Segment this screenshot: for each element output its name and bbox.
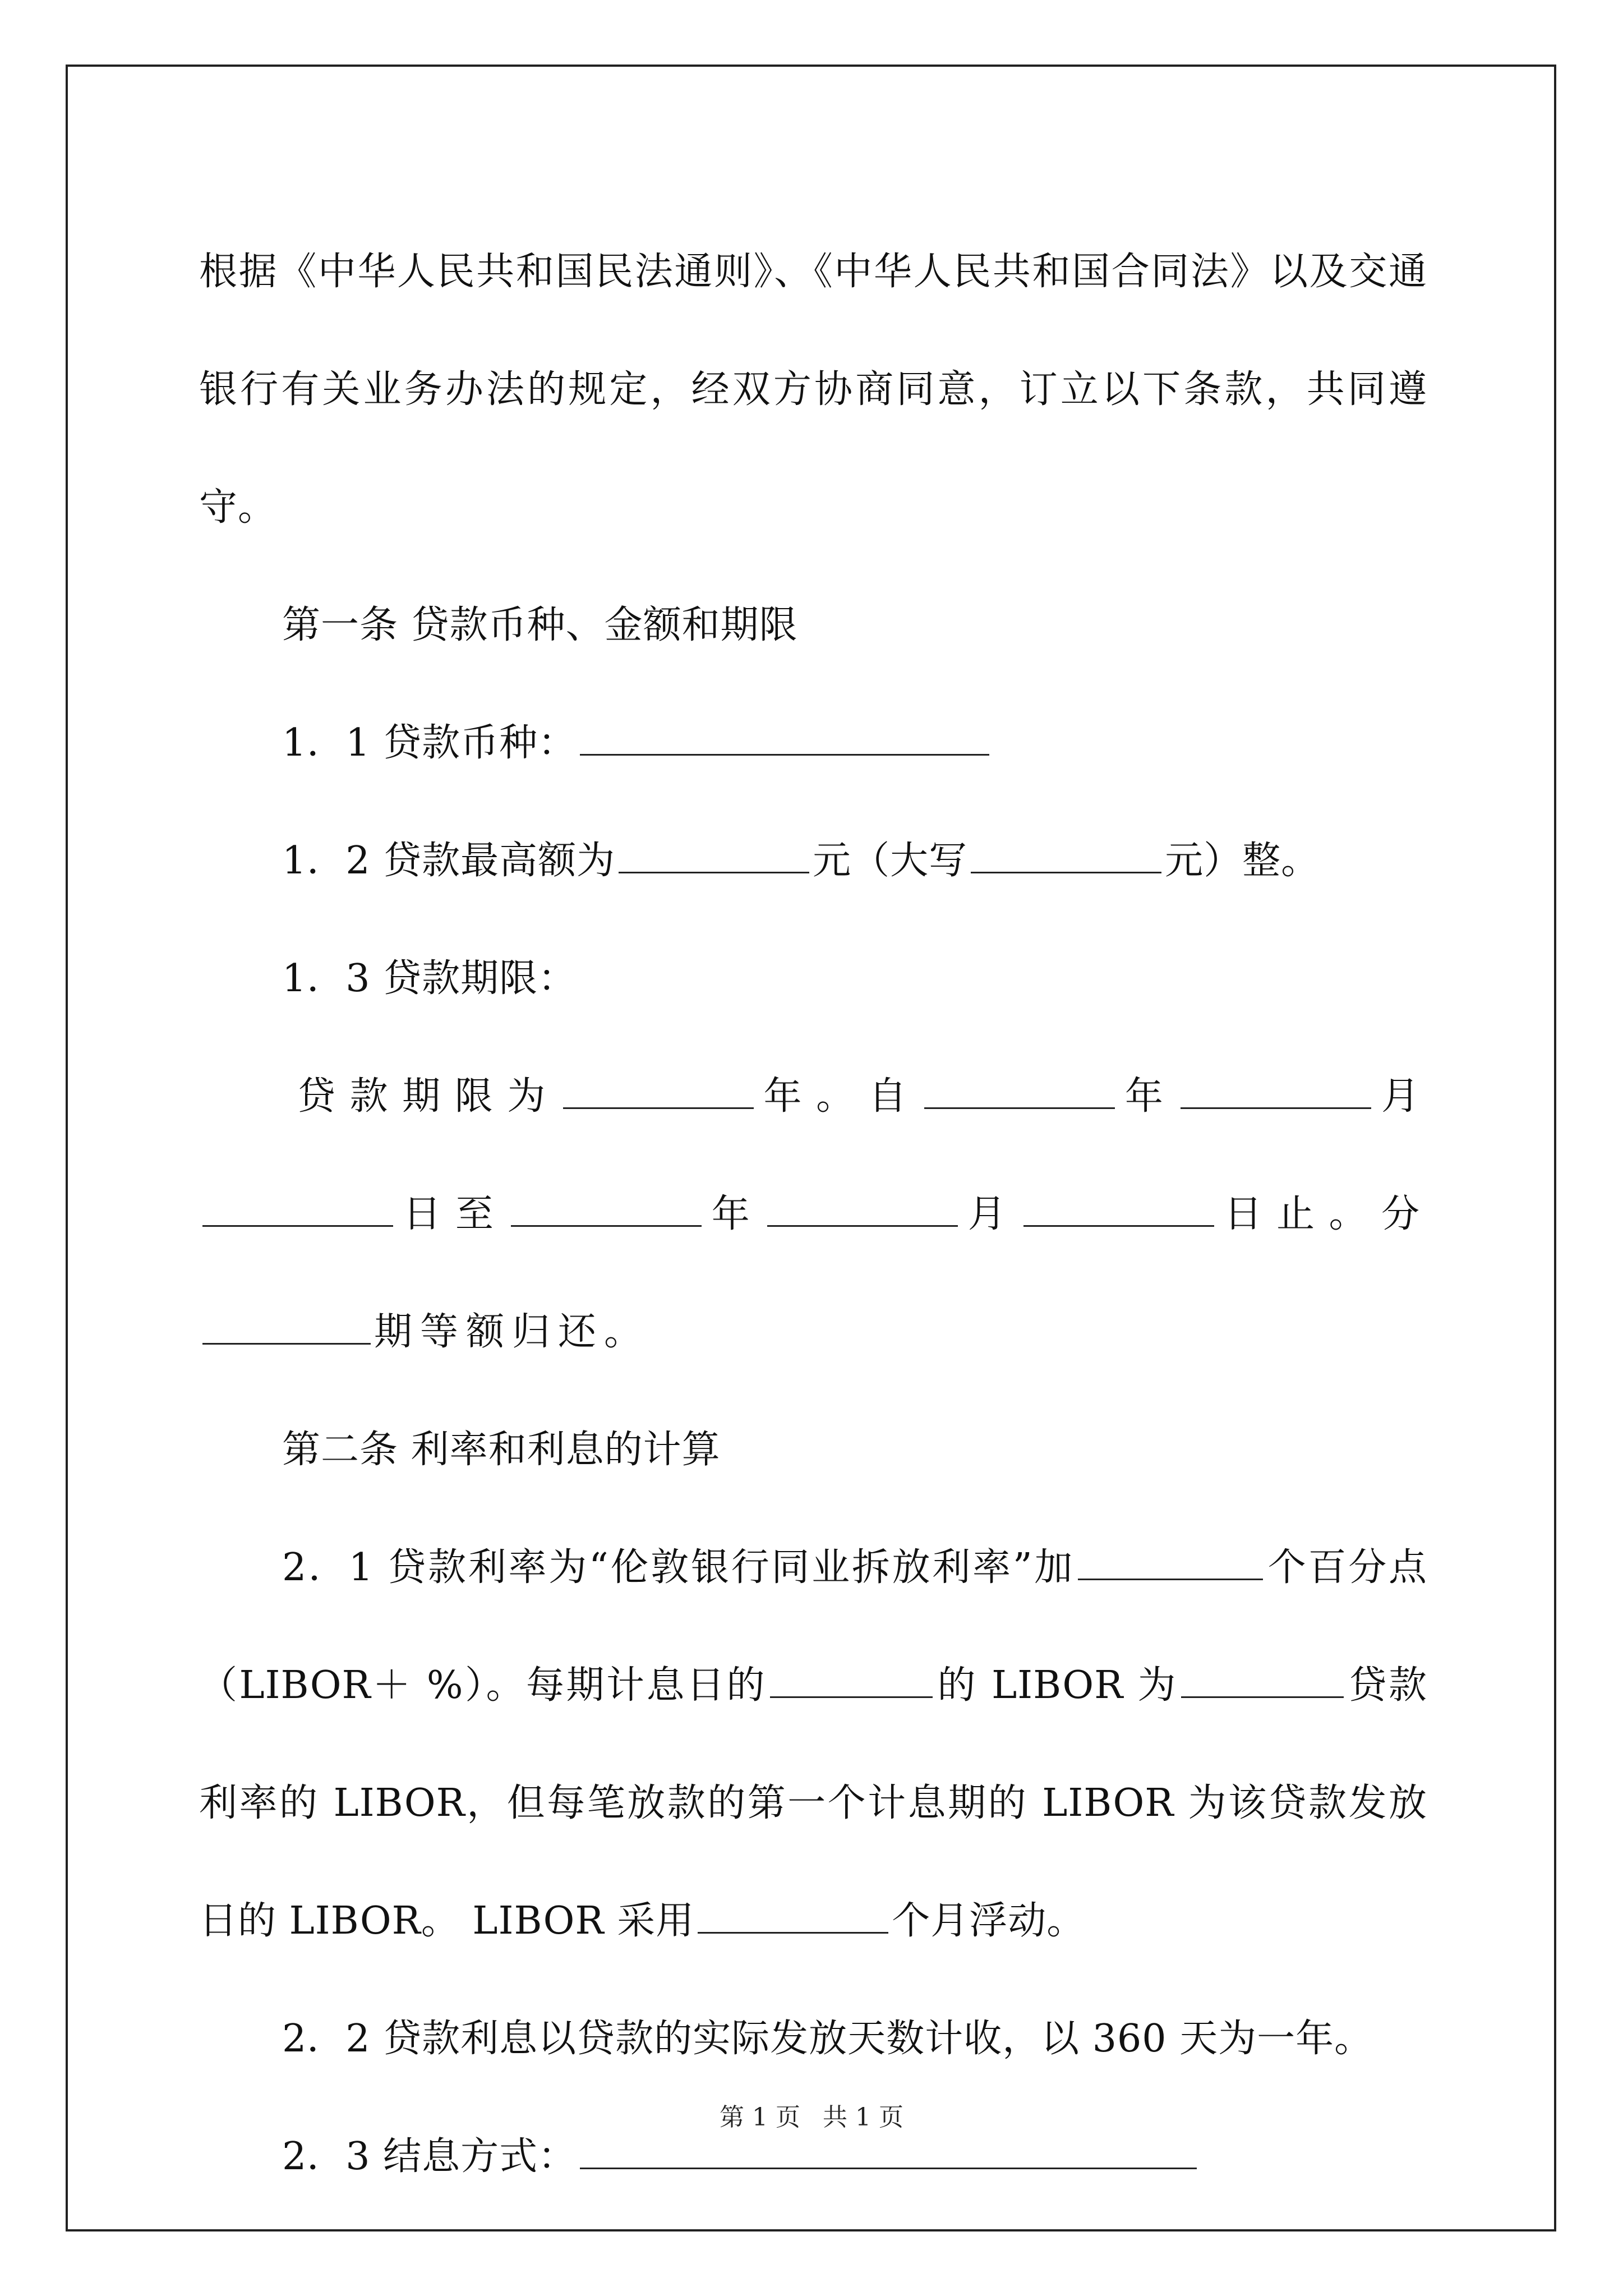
libor-months-blank[interactable]: [698, 1899, 888, 1934]
term-text-b: 年。自: [757, 1074, 921, 1119]
section-2-1-text-c: 的 LIBOR 为: [936, 1663, 1178, 1708]
end-month-blank[interactable]: [767, 1193, 958, 1227]
start-month-blank[interactable]: [1181, 1075, 1371, 1109]
percentage-points-blank[interactable]: [1078, 1546, 1263, 1580]
start-year-blank[interactable]: [924, 1075, 1115, 1109]
article-1-title: 第一条 贷款币种、金额和期限: [282, 603, 798, 647]
page-number-current: 第 1 页: [720, 2103, 800, 2132]
installments-blank[interactable]: [202, 1310, 371, 1345]
section-2-1-text-d: 贷款利率的 LIBOR，但每笔放款的第一个计息期的 LIBOR 为该贷款发放日的 LIBOR。 LIBOR 采用: [199, 1663, 1427, 1943]
section-1-1: [199, 684, 1427, 802]
term-text-e: 日至: [396, 1192, 508, 1236]
term-text-g: 月: [961, 1192, 1021, 1236]
interest-date-blank[interactable]: [770, 1664, 933, 1698]
intro-paragraph: 根据《中华人民共和国民法通则》、《中华人民共和国合同法》以及交通银行有关业务办法的规定，经双方协商同意，订立以下条款，共同遵守。: [199, 250, 1427, 530]
section-2-1: [199, 1509, 1427, 1980]
page-number-total: 共 1 页: [823, 2103, 903, 2132]
term-text-c: 年: [1118, 1074, 1178, 1119]
section-1-2-text-c: 元）整。: [1165, 839, 1320, 883]
libor-period-blank[interactable]: [1181, 1664, 1344, 1698]
max-amount-blank[interactable]: [619, 839, 809, 873]
settlement-method-blank[interactable]: [580, 2135, 1197, 2169]
start-day-blank[interactable]: [202, 1193, 393, 1227]
term-text-d: 月: [1375, 1074, 1427, 1119]
section-2-1-text-a: 2．1 贷款利率为“伦敦银行同业拆放利率”加: [282, 1545, 1075, 1590]
section-1-1-label: 1．1 贷款币种：: [282, 721, 577, 765]
end-year-blank[interactable]: [511, 1193, 702, 1227]
max-amount-uppercase-blank[interactable]: [971, 839, 1161, 873]
page-footer: [0, 2101, 1623, 2134]
section-1-2-text-a: 1．2 贷款最高额为: [282, 839, 616, 883]
term-text-f: 年: [705, 1192, 764, 1236]
term-text-h: 日止。分: [1218, 1192, 1427, 1236]
section-1-2: [199, 802, 1427, 920]
loan-term-paragraph: [199, 1038, 1427, 1391]
term-text-i: 期等额归还。: [374, 1310, 651, 1354]
document-body: [199, 213, 1427, 2216]
section-1-3: 1．3 贷款期限：: [282, 956, 577, 1001]
section-2-2: 2．2 贷款利息以贷款的实际发放天数计收，以 360 天为一年。: [282, 2017, 1373, 2061]
section-2-1-text-e: 个月浮动。: [892, 1899, 1086, 1943]
end-day-blank[interactable]: [1023, 1193, 1214, 1227]
section-2-3-label: 2．3 结息方式：: [282, 2134, 577, 2179]
term-text-a: 贷款期限为: [297, 1074, 560, 1119]
term-years-blank[interactable]: [563, 1075, 754, 1109]
section-1-2-text-b: 元（大写: [813, 839, 968, 883]
currency-blank[interactable]: [580, 721, 989, 756]
article-2-title: 第二条 利率和利息的计算: [282, 1428, 721, 1472]
section-2-1-text-b: 个百分点（LIBOR＋ %）。每期计息日的: [199, 1545, 1427, 1708]
